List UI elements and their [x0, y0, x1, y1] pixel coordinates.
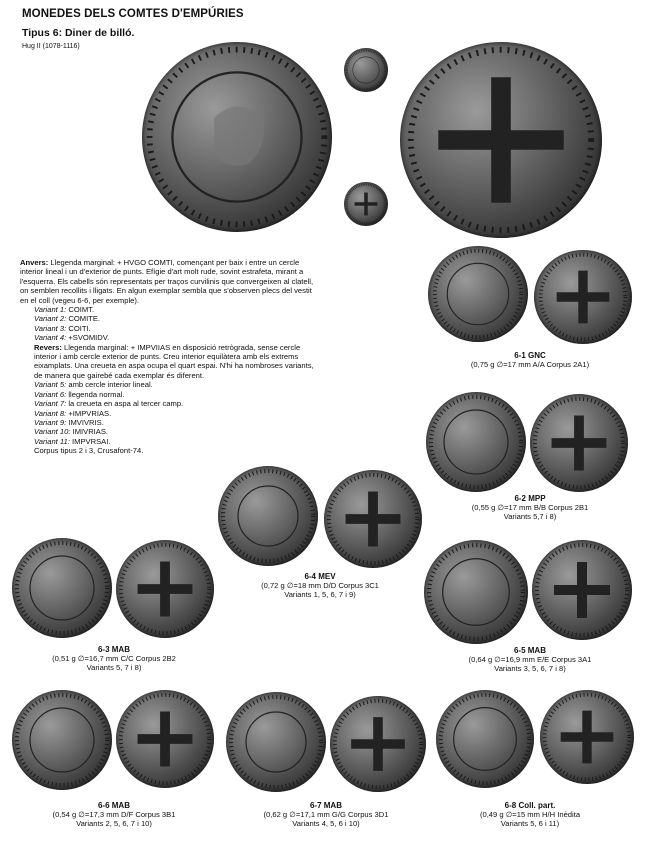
variant-label: Variant 11:	[34, 436, 70, 446]
variant-text: llegenda normal.	[68, 389, 125, 399]
caption-variants: Variants 4, 5, 6 i 10)	[292, 819, 360, 828]
caption-details: (0,72 g ∅=18 mm D/D Corpus 3C1	[261, 581, 379, 590]
coin-6-8-reverse	[540, 690, 634, 784]
coin-6-2-obverse	[426, 392, 526, 492]
variant-text: COIMT.	[68, 305, 95, 315]
variant-label: Variant 10:	[34, 427, 71, 437]
variant-text: +SVOMIDV.	[68, 333, 110, 343]
caption-details: (0,75 g ∅=17 mm A/A Corpus 2A1)	[470, 360, 590, 369]
caption-title: 6-5 MAB	[513, 646, 546, 655]
revers-label: Revers:	[34, 342, 62, 352]
anvers-label: Anvers:	[20, 258, 49, 267]
coin-6-5-reverse	[532, 540, 632, 640]
variant-text: COMITE.	[68, 314, 100, 324]
variant-text: amb cercle interior lineal.	[68, 380, 153, 390]
caption-title: 6-3 MAB	[97, 645, 130, 654]
small-coin-reverse	[344, 182, 388, 226]
variant-label: Variant 5:	[34, 380, 67, 390]
variant-label: Variant 4:	[34, 333, 67, 343]
description-block	[20, 258, 320, 456]
variant-text: la creueta en aspa al tercer camp.	[68, 399, 184, 409]
variant-label: Variant 6:	[34, 389, 67, 399]
coin-6-7-obverse	[226, 692, 326, 792]
coin-6-7-reverse	[330, 696, 426, 792]
variant-label: Variant 7:	[34, 399, 67, 409]
caption-6-4	[210, 572, 430, 599]
anvers-text: Llegenda marginal: + HVGO COMTI, començant per baix i entre un cercle interior lineal i un d'exterior de punts. Efígie d'art molt rude, sovint estrafeta, mirant a l'esquerra. Els cabells són representats per traços curvilinis que convergeixen al clatell, on semblen recollits i lligats. En algun exemplar sembla que s'observen plecs del vestit en el coll (vegeu 6-6, per exemple).	[20, 258, 314, 305]
caption-details: (0,49 g ∅=15 mm H/H Inèdita	[479, 810, 581, 819]
caption-title: 6-8 Coll. part.	[504, 801, 556, 810]
caption-variants: Variants 1, 5, 6, 7 i 9)	[284, 590, 356, 599]
caption-title: 6-1 GNC	[514, 351, 546, 360]
caption-variants: Variants 2, 5, 6, 7 i 10)	[76, 819, 152, 828]
variant-text: IMVIVRIS.	[68, 417, 104, 427]
variant-text: IMPVRSAI.	[72, 436, 111, 446]
ruler-dates: Hug II (1078-1116)	[22, 43, 80, 50]
caption-details: (0,51 g ∅=16,7 mm C/C Corpus 2B2	[52, 654, 176, 663]
caption-6-7	[216, 801, 436, 828]
caption-title: 6-6 MAB	[97, 801, 130, 810]
coin-6-3-obverse	[12, 538, 112, 638]
type-subtitle: Tipus 6: Diner de billó.	[22, 27, 135, 39]
caption-6-1	[420, 351, 640, 369]
coin-6-6-reverse	[116, 690, 214, 788]
page-title: MONEDES DELS COMTES D'EMPÚRIES	[22, 8, 244, 20]
caption-6-6	[4, 801, 224, 828]
enlarged-coin-reverse	[400, 42, 602, 238]
variant-label: Variant 3:	[34, 323, 67, 333]
variant-label: Variant 1:	[34, 305, 67, 315]
caption-6-3	[4, 645, 224, 672]
coin-6-2-reverse	[530, 394, 628, 492]
caption-6-5	[420, 646, 640, 673]
coin-6-4-reverse	[324, 470, 422, 568]
caption-details: (0,62 g ∅=17,1 mm G/G Corpus 3D1	[263, 810, 389, 819]
coin-6-4-obverse	[218, 466, 318, 566]
corpus-reference: Corpus tipus 2 i 3, Crusafont-74.	[34, 446, 144, 456]
caption-details: (0,64 g ∅=16,9 mm E/E Corpus 3A1	[468, 655, 592, 664]
caption-variants: Variants 3, 5, 6, 7 i 8)	[494, 664, 566, 673]
variant-label: Variant 9:	[34, 417, 67, 427]
caption-title: 6-7 MAB	[309, 801, 342, 810]
enlarged-coin-obverse	[142, 42, 332, 232]
caption-title: 6-2 MPP	[514, 494, 546, 503]
variant-text: COITI.	[68, 323, 91, 333]
caption-details: (0,54 g ∅=17,3 mm D/F Corpus 3B1	[52, 810, 176, 819]
coin-6-1-obverse	[428, 246, 528, 342]
small-coin-obverse	[344, 48, 388, 92]
coin-6-8-obverse	[436, 690, 534, 788]
variant-text: IMIVRIAS.	[72, 427, 109, 437]
caption-variants: Variants 5,7 i 8)	[503, 512, 557, 521]
caption-6-2	[420, 494, 640, 521]
variant-text: +IMPVRIAS.	[68, 408, 112, 418]
variant-label: Variant 8:	[34, 408, 67, 418]
coin-6-5-obverse	[424, 540, 528, 644]
coin-6-3-reverse	[116, 540, 214, 638]
coin-6-6-obverse	[12, 690, 112, 790]
caption-6-8	[420, 801, 640, 828]
caption-title: 6-4 MEV	[304, 572, 336, 581]
revers-text: Llegenda marginal: + IMPVIIAS en disposició retrògrada, sense cercle interior i amb cercle exterior de punts. Creu interior equilàtera amb els extrems eixamplats. Una creueta en aspa ocupa el quart espai. N'hi ha nombroses variants, de manera que gairebé cada exemplar és diferent.	[34, 342, 314, 380]
caption-details: (0,55 g ∅=17 mm B/B Corpus 2B1	[471, 503, 589, 512]
caption-variants: Variants 5, 6 i 11)	[500, 819, 560, 828]
coin-6-1-reverse	[534, 250, 632, 344]
caption-variants: Variants 5, 7 i 8)	[86, 663, 142, 672]
variant-label: Variant 2:	[34, 314, 67, 324]
